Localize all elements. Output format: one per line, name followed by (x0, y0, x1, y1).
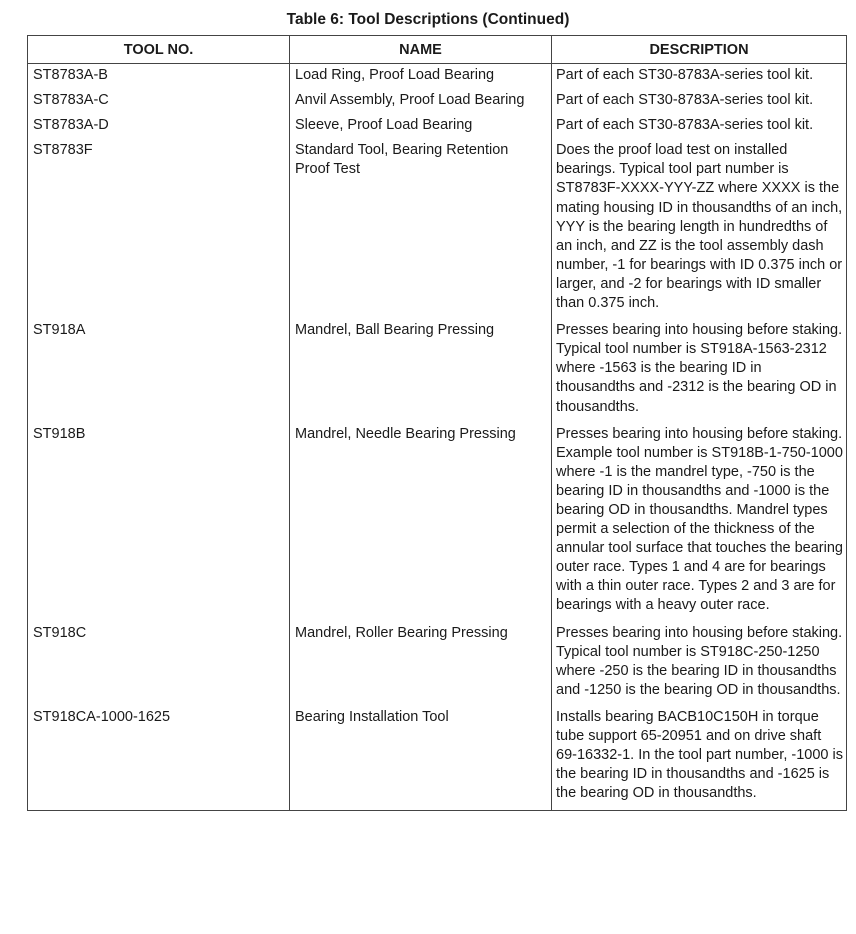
table-row (28, 139, 847, 319)
cell-name: Bearing Installation Tool (290, 706, 552, 811)
cell-tool-no: ST918B (28, 423, 290, 622)
table-caption: Table 6: Tool Descriptions (Continued) (286, 11, 570, 28)
cell-tool-no: ST8783A-B (28, 64, 290, 90)
cell-name: Mandrel, Ball Bearing Pressing (290, 319, 552, 422)
cell-description: Part of each ST30-8783A-series tool kit. (552, 89, 847, 114)
cell-tool-no: ST8783F (28, 139, 290, 319)
header-name: NAME (290, 36, 552, 64)
cell-name: Sleeve, Proof Load Bearing (290, 114, 552, 139)
cell-name: Mandrel, Needle Bearing Pressing (290, 423, 552, 622)
cell-tool-no: ST918CA-1000-1625 (28, 706, 290, 811)
cell-description: Presses bearing into housing before staking. Typical tool number is ST918A-1563-2312 where -1563 is the bearing ID in thousandths and -2312 is the bearing OD in thousandths. (552, 319, 847, 422)
table-row (28, 423, 847, 622)
cell-name: Anvil Assembly, Proof Load Bearing (290, 89, 552, 114)
tool-descriptions-table (27, 35, 847, 811)
cell-tool-no: ST8783A-D (28, 114, 290, 139)
cell-name: Mandrel, Roller Bearing Pressing (290, 622, 552, 706)
header-tool-no: TOOL NO. (28, 36, 290, 64)
table-row (28, 622, 847, 706)
cell-description: Installs bearing BACB10C150H in torque tube support 65-20951 and on drive shaft 69-16332-1. In the tool part number, -1000 is the bearing ID in thousandths and -1625 is the bearing OD in thousandths. (552, 706, 847, 811)
cell-description: Presses bearing into housing before staking. Example tool number is ST918B-1-750-1000 where -1 is the mandrel type, -750 is the bearing ID in thousandths and -1000 is the bearing OD in thousandths. Mandrel types permit a selection of the thickness of the annular tool surface that touches the bearing outer race. Types 1 and 4 are for bearings with a thin outer race. Types 2 and 3 are for bearings with a heavy outer race. (552, 423, 847, 622)
table-row (28, 319, 847, 422)
cell-description: Part of each ST30-8783A-series tool kit. (552, 114, 847, 139)
cell-description: Does the proof load test on installed bearings. Typical tool part number is ST8783F-XXXX-YYY-ZZ where XXXX is the mating housing ID in thousandths of an inch, YYY is the bearing length in hundredths of an inch, and ZZ is the tool assembly dash number, -1 for bearings with ID 0.375 inch or larger, and -2 for bearings with ID smaller than 0.375 inch. (552, 139, 847, 319)
cell-description: Part of each ST30-8783A-series tool kit. (552, 64, 847, 90)
table-header-row (28, 36, 847, 64)
cell-tool-no: ST918A (28, 319, 290, 422)
cell-name: Load Ring, Proof Load Bearing (290, 64, 552, 90)
cell-tool-no: ST8783A-C (28, 89, 290, 114)
table-row (28, 114, 847, 139)
table-row (28, 706, 847, 811)
cell-description: Presses bearing into housing before staking. Typical tool number is ST918C-250-1250 where -250 is the bearing ID in thousandths and -1250 is the bearing OD in thousandths. (552, 622, 847, 706)
table-row (28, 89, 847, 114)
table-row (28, 64, 847, 90)
cell-tool-no: ST918C (28, 622, 290, 706)
cell-name: Standard Tool, Bearing Retention Proof Test (290, 139, 552, 319)
header-description: DESCRIPTION (552, 36, 847, 64)
